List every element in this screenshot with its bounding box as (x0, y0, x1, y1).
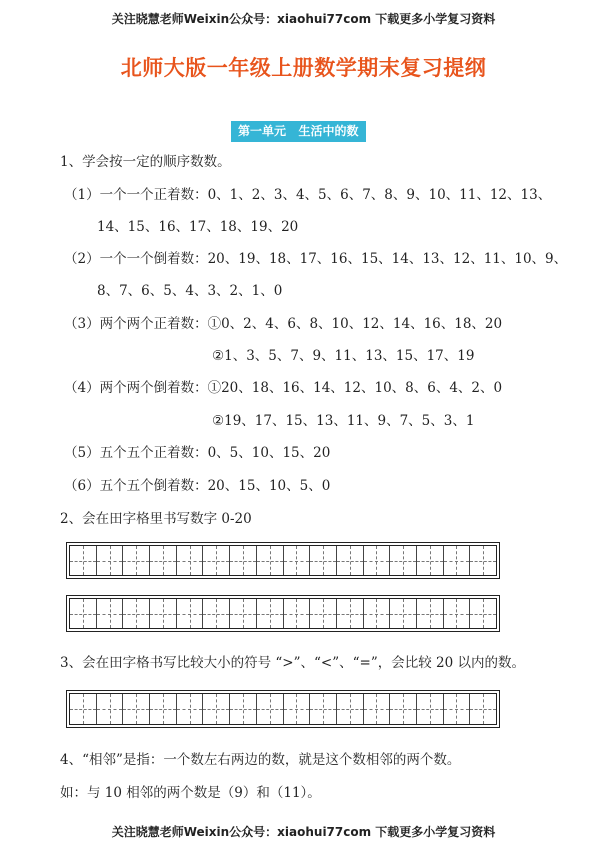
tianzige-cell[interactable] (390, 694, 417, 724)
count-by-fives-forward: （5）五个五个正着数：0、5、10、15、20 (64, 445, 331, 461)
tianzige-cell[interactable] (364, 694, 391, 724)
count-by-ones-forward: （1）一个一个正着数：0、1、2、3、4、5、6、7、8、9、10、11、12、13、 (64, 187, 552, 203)
tianzige-cell[interactable] (70, 599, 97, 628)
tianzige-cell[interactable] (390, 599, 417, 628)
tianzige-cell[interactable] (470, 546, 496, 575)
count-by-ones-backward-cont: 8、7、6、5、4、3、2、1、0 (97, 283, 283, 299)
tianzige-cell[interactable] (203, 599, 230, 628)
tianzige-cell[interactable] (284, 546, 311, 575)
page-header: 关注晓慧老师Weixin公众号：xiaohui77com 下载更多小学复习资料 (111, 12, 496, 26)
count-by-fives-backward: （6）五个五个倒着数：20、15、10、5、0 (64, 478, 331, 494)
section-3-heading: 3、会在田字格书写比较大小的符号 “>”、“<”、“=”，会比较 20 以内的数。 (60, 655, 525, 671)
tianzige-cell[interactable] (177, 694, 204, 724)
tianzige-cell[interactable] (150, 694, 177, 724)
tianzige-cell[interactable] (177, 599, 204, 628)
tianzige-cell[interactable] (257, 599, 284, 628)
page-title: 北师大版一年级上册数学期末复习提纲 (120, 56, 487, 80)
tianzige-cell[interactable] (417, 546, 444, 575)
tianzige-cell[interactable] (444, 694, 471, 724)
count-by-twos-backward-cont: ②19、17、15、13、11、9、7、5、3、1 (212, 413, 475, 429)
tianzige-cell[interactable] (70, 694, 97, 724)
tianzige-cell[interactable] (417, 694, 444, 724)
section-2-heading: 2、会在田字格里书写数字 0-20 (60, 511, 252, 527)
tianzige-cell[interactable] (444, 546, 471, 575)
tianzige-cell[interactable] (470, 694, 496, 724)
tianzige-cell[interactable] (417, 599, 444, 628)
tianzige-cell[interactable] (257, 546, 284, 575)
tianzige-cell[interactable] (444, 599, 471, 628)
section-4-heading: 4、“相邻”是指：一个数左右两边的数，就是这个数相邻的两个数。 (60, 752, 461, 768)
page-footer: 关注晓慧老师Weixin公众号：xiaohui77com 下载更多小学复习资料 (111, 825, 496, 839)
tianzige-row-3[interactable] (69, 693, 497, 725)
tianzige-cell[interactable] (97, 599, 124, 628)
tianzige-cell[interactable] (364, 546, 391, 575)
tianzige-cell[interactable] (203, 694, 230, 724)
tianzige-cell[interactable] (70, 546, 97, 575)
tianzige-cell[interactable] (337, 694, 364, 724)
tianzige-cell[interactable] (123, 546, 150, 575)
tianzige-cell[interactable] (177, 546, 204, 575)
tianzige-row-2[interactable] (69, 598, 497, 629)
unit-badge: 第一单元 生活中的数 (231, 121, 366, 142)
tianzige-cell[interactable] (364, 599, 391, 628)
tianzige-cell[interactable] (284, 694, 311, 724)
tianzige-cell[interactable] (470, 599, 496, 628)
tianzige-cell[interactable] (123, 599, 150, 628)
section-1-heading: 1、学会按一定的顺序数数。 (60, 154, 231, 170)
tianzige-cell[interactable] (310, 694, 337, 724)
tianzige-cell[interactable] (230, 599, 257, 628)
tianzige-cell[interactable] (337, 546, 364, 575)
tianzige-cell[interactable] (97, 694, 124, 724)
tianzige-cell[interactable] (150, 546, 177, 575)
count-by-twos-backward: （4）两个两个倒着数：①20、18、16、14、12、10、8、6、4、2、0 (64, 380, 503, 396)
tianzige-cell[interactable] (230, 694, 257, 724)
tianzige-cell[interactable] (123, 694, 150, 724)
section-4-example: 如：与 10 相邻的两个数是（9）和（11）。 (60, 785, 321, 801)
count-by-twos-forward-cont: ②1、3、5、7、9、11、13、15、17、19 (212, 348, 475, 364)
count-by-twos-forward: （3）两个两个正着数：①0、2、4、6、8、10、12、14、16、18、20 (64, 316, 503, 332)
tianzige-cell[interactable] (310, 599, 337, 628)
tianzige-cell[interactable] (150, 599, 177, 628)
tianzige-cell[interactable] (390, 546, 417, 575)
tianzige-cell[interactable] (310, 546, 337, 575)
tianzige-cell[interactable] (203, 546, 230, 575)
tianzige-row-1[interactable] (69, 545, 497, 576)
tianzige-cell[interactable] (230, 546, 257, 575)
count-by-ones-forward-cont: 14、15、16、17、18、19、20 (97, 219, 299, 235)
count-by-ones-backward: （2）一个一个倒着数：20、19、18、17、16、15、14、13、12、11、10、9、 (64, 251, 568, 267)
tianzige-cell[interactable] (257, 694, 284, 724)
tianzige-cell[interactable] (97, 546, 124, 575)
tianzige-cell[interactable] (337, 599, 364, 628)
tianzige-cell[interactable] (284, 599, 311, 628)
